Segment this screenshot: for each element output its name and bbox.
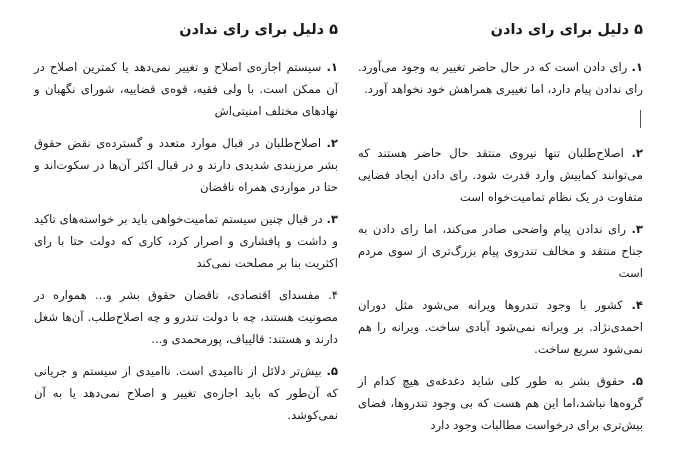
item-text: بیش‌تر دلائل از ناامیدی است. ناامیدی از سیستم و جریانی که آن‌طور که باید اجازه‌ی تغییر و اصلاح نمی‌دهد یا به آن نمی‌کوشد. bbox=[34, 364, 338, 422]
item-text: مفسدای اقتصادی، ناقضان حقوق بشر و... همواره در مصونیت هستند، چه با دولت تندرو و چه اصلاح‌طلب. آن‌ها شغل دارند و هستند: قالیباف، پورمحمدی و... bbox=[34, 288, 338, 346]
item-number: ۵. bbox=[631, 374, 643, 388]
item-text: اصلاح‌طلبان در قبال موارد متعدد و گسترده‌ی نقض حقوق بشر مرزبندی شدیدی دارند و در قبال اکثر آن‌ها در سکوت‌اند و حتا در مواردی همراه ناقضان bbox=[34, 136, 338, 194]
text-cursor bbox=[640, 110, 641, 128]
item-text: رای ندادن پیام واضحی صادر می‌کند، اما رای دادن به جناح منتقد و مخالف تندروی پیام بزرگ‌تری از سوی مردم است bbox=[358, 222, 643, 280]
item-number: ۲. bbox=[326, 136, 338, 150]
item-text: سیستم اجازه‌ی اصلاح و تغییر نمی‌دهد یا کمترین اصلاح در آن ممکن است. با ولی فقیه، قوه‌ی قضاییه، شورای نگهبان و نهادهای مختلف امنیتی‌اش bbox=[34, 60, 338, 118]
list-item bbox=[358, 142, 643, 208]
item-number: ۴. bbox=[328, 288, 338, 302]
column-title: ۵ دلیل برای رای دادن bbox=[490, 22, 643, 38]
item-number: ۳. bbox=[631, 222, 643, 236]
item-text: کشور با وجود تندروها ویرانه می‌شود مثل دوران احمدی‌نژاد. بر ویرانه نمی‌شود آبادی ساخت. ویرانه را هم نمی‌شود سریع ساخت. bbox=[358, 298, 643, 356]
list-item bbox=[358, 294, 643, 360]
list-item bbox=[34, 360, 338, 426]
item-number: ۱. bbox=[326, 60, 338, 74]
item-number: ۱. bbox=[631, 60, 643, 74]
list-item bbox=[34, 56, 338, 122]
item-number: ۴. bbox=[631, 298, 643, 312]
item-number: ۳. bbox=[326, 212, 338, 226]
item-text: حقوق بشر به طور کلی شاید دغدغه‌ی هیچ کدام از گروه‌ها نباشد،اما این هم هست که بی وجود تندروها، فضای بیش‌تری برای درخواست مطالبات وجود دارد bbox=[358, 374, 643, 432]
list-item bbox=[34, 132, 338, 198]
list-item bbox=[358, 56, 643, 100]
list-item bbox=[34, 284, 338, 350]
reasons-to-vote-column bbox=[358, 0, 643, 446]
column-title: ۵ دلیل برای رای ندادن bbox=[179, 22, 338, 38]
item-text: اصلاح‌طلبان تنها نیروی منتقد حال حاضر هستند که می‌توانند کمابیش وارد قدرت شود. رای دادن ایجاد فضایی متفاوت در یک نظام تمامیت‌خواه است bbox=[358, 146, 643, 204]
list-item bbox=[358, 370, 643, 436]
item-text: رای دادن است که در حال حاضر تغییر به وجود می‌آورد. رای ندادن پیام دارد، اما تغییری همراهش خود نخواهد آورد. bbox=[358, 60, 643, 96]
item-text: در قبال چنین سیستم تمامیت‌خواهی باید بر خواسته‌های تاکید و داشت و پافشاری و اصرار کرد، کاری که دولت حتا با رای اکثریت بنا بر مصلحت نمی‌کند bbox=[34, 212, 338, 270]
list-item bbox=[358, 218, 643, 284]
item-number: ۵. bbox=[326, 364, 338, 378]
list-item bbox=[34, 208, 338, 274]
reasons-not-to-vote-column bbox=[34, 0, 338, 436]
item-number: ۲. bbox=[631, 146, 643, 160]
